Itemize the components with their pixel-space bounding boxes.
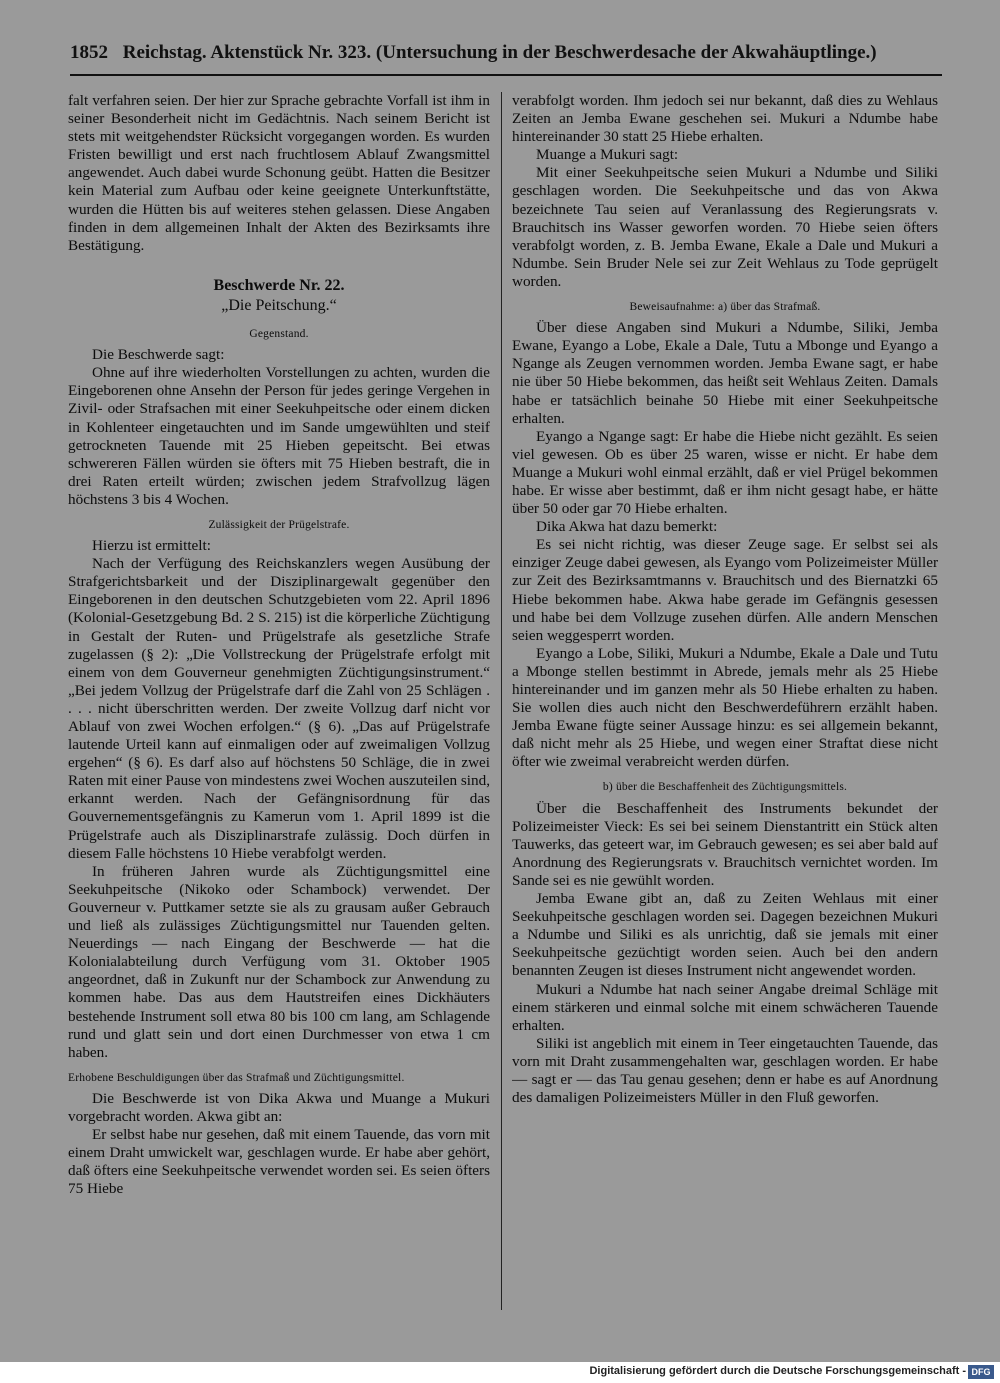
paragraph: Er selbst habe nur gesehen, daß mit einem Tauende, das vorn mit einem Draht umwickelt war, geschlagen wurde. Er habe aber gehört, daß öfters eine Seekuhpeitsche verwendet worden sei. Es seien öfters 75 Hiebe — [68, 1126, 490, 1198]
paragraph: Muange a Mukuri sagt: — [536, 146, 679, 164]
subheading-erhobene: Erhobene Beschuldigungen über das Strafmaß und Züchtigungsmittel. — [68, 1071, 405, 1084]
subheading-beschaffenheit: b) über die Beschaffenheit des Züchtigungsmittels. — [602, 781, 848, 794]
paragraph: Nach der Verfügung des Reichskanzlers wegen Ausübung der Strafgerichtsbarkeit und der Disziplinargewalt gegenüber den Eingeborenen in den deutschen Schutzgebieten vom 22. April 1896 (Kolonial-Gesetzgebung Bd. 2 S. 215) ist die körperliche Züchtigung in Gestalt der Ruten- und Prügelstrafe als gesetzliche Strafe zugelassen (§ 2): „Die Vollstreckung der Prügelstrafe erfolgt mit einem von dem Gouverneur genehmigten Züchtigungsinstrument.“ „Bei jedem Vollzug der Prügelstrafe darf die Zahl von 25 Schlägen . . . . nicht überschritten werden. Der zweite Vollzug darf nicht vor Ablauf von zwei Wochen erfolgen.“ (§ 6). „Das auf Prügelstrafe lautende Urteil kann auf einmaligen oder auf zweimaligen Vollzug ergehen“ (§ 6). Es darf also auf höchstens 50 Schläge, die in zwei Raten mit einer Pause von mindestens zwei Wochen auszuteilen sind, erkannt werden. Nach der Gefängnisordnung für das Gouvernementsgefängnis zu Kamerun vom 1. April 1899 ist die Prügelstrafe auch als Disziplinarstrafe zulässig. Doch dürfen in diesem Falle höchstens 10 Hiebe verabfolgt werden. — [68, 555, 490, 862]
subheading-gegenstand: Gegenstand. — [249, 328, 309, 341]
page-header — [70, 42, 942, 76]
digitization-footer — [0, 1362, 1000, 1383]
paragraph: In früheren Jahren wurde als Züchtigungsmittel eine Seekuhpeitsche (Nikoko oder Schambock) verwendet. Der Gouverneur v. Puttkamer setzte sie als zu grausam außer Gebrauch und ließ als zulässiges Züchtigungsmittel nur Tauenden gelten. Neuerdings — nach Eingang der Beschwerde — hat die Kolonialabteilung durch Verfügung vom 31. Oktober 1905 angeordnet, daß in Zukunft nur der Schambock zur Anwendung zu kommen habe. Das aus dem Hautstreifen eines Dickhäuters bestehende Instrument soll etwa 80 bis 100 cm lang, am Schlagende rund und glatt sein und dort einen Durchmesser von etwa 1 cm haben. — [68, 862, 490, 1061]
paragraph: Die Beschwerde ist von Dika Akwa und Muange a Mukuri vorgebracht worden. Akwa gibt an: — [68, 1089, 490, 1125]
section-subtitle: „Die Peitschung.“ — [221, 296, 337, 314]
paragraph: Mit einer Seekuhpeitsche seien Mukuri a Ndumbe und Siliki geschlagen worden. Die Seekuhpeitsche und das von Akwa bezeichnete Tau seien auf Veranlassung des Regierungsrats v. Brauchitsch ins Wasser geworfen worden. 70 Hiebe seien öfters verabfolgt worden, z. B. Jemba Ewane, Ekale a Dale und Mukuri a Ndumbe. Sein Bruder Nele sei zur Zeit Wehlaus zu Tode geprügelt worden. — [512, 164, 938, 290]
paragraph: Ohne auf ihre wiederholten Vorstellungen zu achten, wurden die Eingeborenen ohne Ansehn der Person für jedes geringe Vergehen in Zivil- oder Strafsachen mit einer Seekuhpeitsche oder einem dicken in Kohlenteer eingetauchten und im Sande umgewühlten und steif getrockneten Tauende mit 25 Hieben gepeitscht. Bei etwas schwereren Fällen würden sie öfters mit 75 Hieben bestraft, die in drei Raten erteilt würden; zwischen jedem Strafvollzug lägen höchstens 3 bis 4 Wochen. — [68, 364, 490, 508]
paragraph: verabfolgt worden. Ihm jedoch sei nur bekannt, daß dies zu Wehlaus Zeiten an Jemba Ewane geschehen sei. Mukuri a Ndumbe habe hintereinander 30 statt 25 Hiebe erhalten. — [512, 92, 938, 146]
paragraph: Mukuri a Ndumbe hat nach seiner Angabe dreimal Schläge mit einem stärkeren und einmal solche mit einem schwächeren Tauende erhalten. — [512, 980, 938, 1034]
paragraph: Über diese Angaben sind Mukuri a Ndumbe, Siliki, Jemba Ewane, Eyango a Lobe, Ekale a Dale, Tutu a Mbonge und Eyango a Ngange als Zeugen vernommen worden. Jemba Ewane sagt, er habe nie über 50 Hiebe bekommen, das heißt seit Wehlaus Zeiten. Damals habe er tatsächlich beinahe 50 Hiebe mit einer Seekuhpeitsche erhalten. — [512, 319, 938, 427]
paragraph: Dika Akwa hat dazu bemerkt: — [536, 518, 718, 536]
paragraph: Über die Beschaffenheit des Instruments bekundet der Polizeimeister Vieck: Es sei bei seinem Dienstantritt ein Stück alten Tauwerks, das geteert war, im Gebrauch gewesen; es sei aber bald auf Anordnung des Regierungsrats v. Brauchitsch vernichtet worden. Im Sande sei es nie gewühlt worden. — [512, 799, 938, 889]
column-divider — [501, 92, 502, 1310]
paragraph: Jemba Ewane gibt an, daß zu Zeiten Wehlaus mit einer Seekuhpeitsche geschlagen worden sei. Dagegen bezeichnen Mukuri a Ndumbe und Siliki es als unrichtig, daß sie jemals mit einer Seekuhpeitsche gezüchtigt worden seien. Auch bei den andern benannten Zeugen ist dieses Instrument nicht angewendet worden. — [512, 890, 938, 980]
paragraph: Eyango a Ngange sagt: Er habe die Hiebe nicht gezählt. Es seien viel gewesen. Ob es über 25 waren, wisse er nicht. Er habe dem Muange a Mukuri wohl einmal erzählt, daß er viel Prügel bekommen habe. Er wisse aber bestimmt, daß er ihm nicht gesagt habe, er hätte über 50 oder gar 70 Hiebe erhalten. — [512, 427, 938, 518]
paragraph: falt verfahren seien. Der hier zur Sprache gebrachte Vorfall ist ihm in seiner Besonderheit nicht im Gedächtnis. Nach seinem Bericht ist stets mit weitgehendster Rücksicht vorgegangen worden. Es wurden Fristen bewilligt und erst nach fruchtlosem Ablauf Zwangsmittel angewendet. Auch dabei wurde Schonung geübt. Hatten die Besitzer kein Material zum Aufbau oder keine geeignete Unterkunftstätte, wurden die Hütten bis auf weiteres stehen gelassen. Diese Angaben finden in dem allgemeinen Inhalt der Akten des Bezirksamts ihre Bestätigung. — [68, 92, 490, 254]
paragraph: Hierzu ist ermittelt: — [92, 537, 211, 555]
footer-credit: Digitalisierung gefördert durch die Deutsche Forschungsgemeinschaft - — [589, 1365, 966, 1377]
left-column — [68, 92, 490, 1314]
subheading-zulaessigkeit: Zulässigkeit der Prügelstrafe. — [208, 518, 350, 531]
paragraph: Es sei nicht richtig, was dieser Zeuge sage. Er selbst sei als einziger Zeuge dabei gewesen, als Eyango vom Polizeimeister Müller zur Zeit des Bezirksamtmanns v. Brauchitsch und des Biernatzki 65 Hiebe bekommen habe. Akwa habe gerade im Gefängnis gesessen und habe bei dem Vollzuge zusehen dürfen. Alle andern Menschen seien weggesperrt worden. — [512, 536, 938, 644]
paragraph: Eyango a Lobe, Siliki, Mukuri a Ndumbe, Ekale a Dale und Tutu a Mbonge stellen bestimmt in Abrede, jemals mehr als 25 Hiebe hintereinander und im ganzen mehr als 50 Hiebe erhalten zu haben. Sie wollen dies auch nicht den Beschwerdeführern erzählt haben. Jemba Ewane fügte seiner Aussage hinzu: es sei allgemein bekannt, daß nicht mehr als 25 Hiebe, und wegen einer Straftat diese nicht öfter wie zweimal verabreicht werden dürfen. — [512, 644, 938, 771]
paragraph: Siliki ist angeblich mit einem in Teer eingetauchten Tauende, das vorn mit Draht zusammengehalten war, geschlagen worden. Er habe — sagt er — das Tau genau gesehen; denn er habe es auf Anordnung des damaligen Polizeimeisters Müller in den Fluß geworfen. — [512, 1034, 938, 1107]
page-header-title: Reichstag. Aktenstück Nr. 323. (Untersuchung in der Beschwerdesache der Akwahäuptlinge.) — [122, 42, 877, 63]
right-column — [512, 92, 938, 1314]
subheading-beweisaufnahme: Beweisaufnahme: a) über das Strafmaß. — [629, 301, 821, 314]
section-heading: Beschwerde Nr. 22. — [213, 276, 345, 294]
paragraph: Die Beschwerde sagt: — [92, 346, 225, 364]
page-number: 1852 — [70, 42, 108, 63]
dfg-logo: DFG — [968, 1365, 994, 1379]
